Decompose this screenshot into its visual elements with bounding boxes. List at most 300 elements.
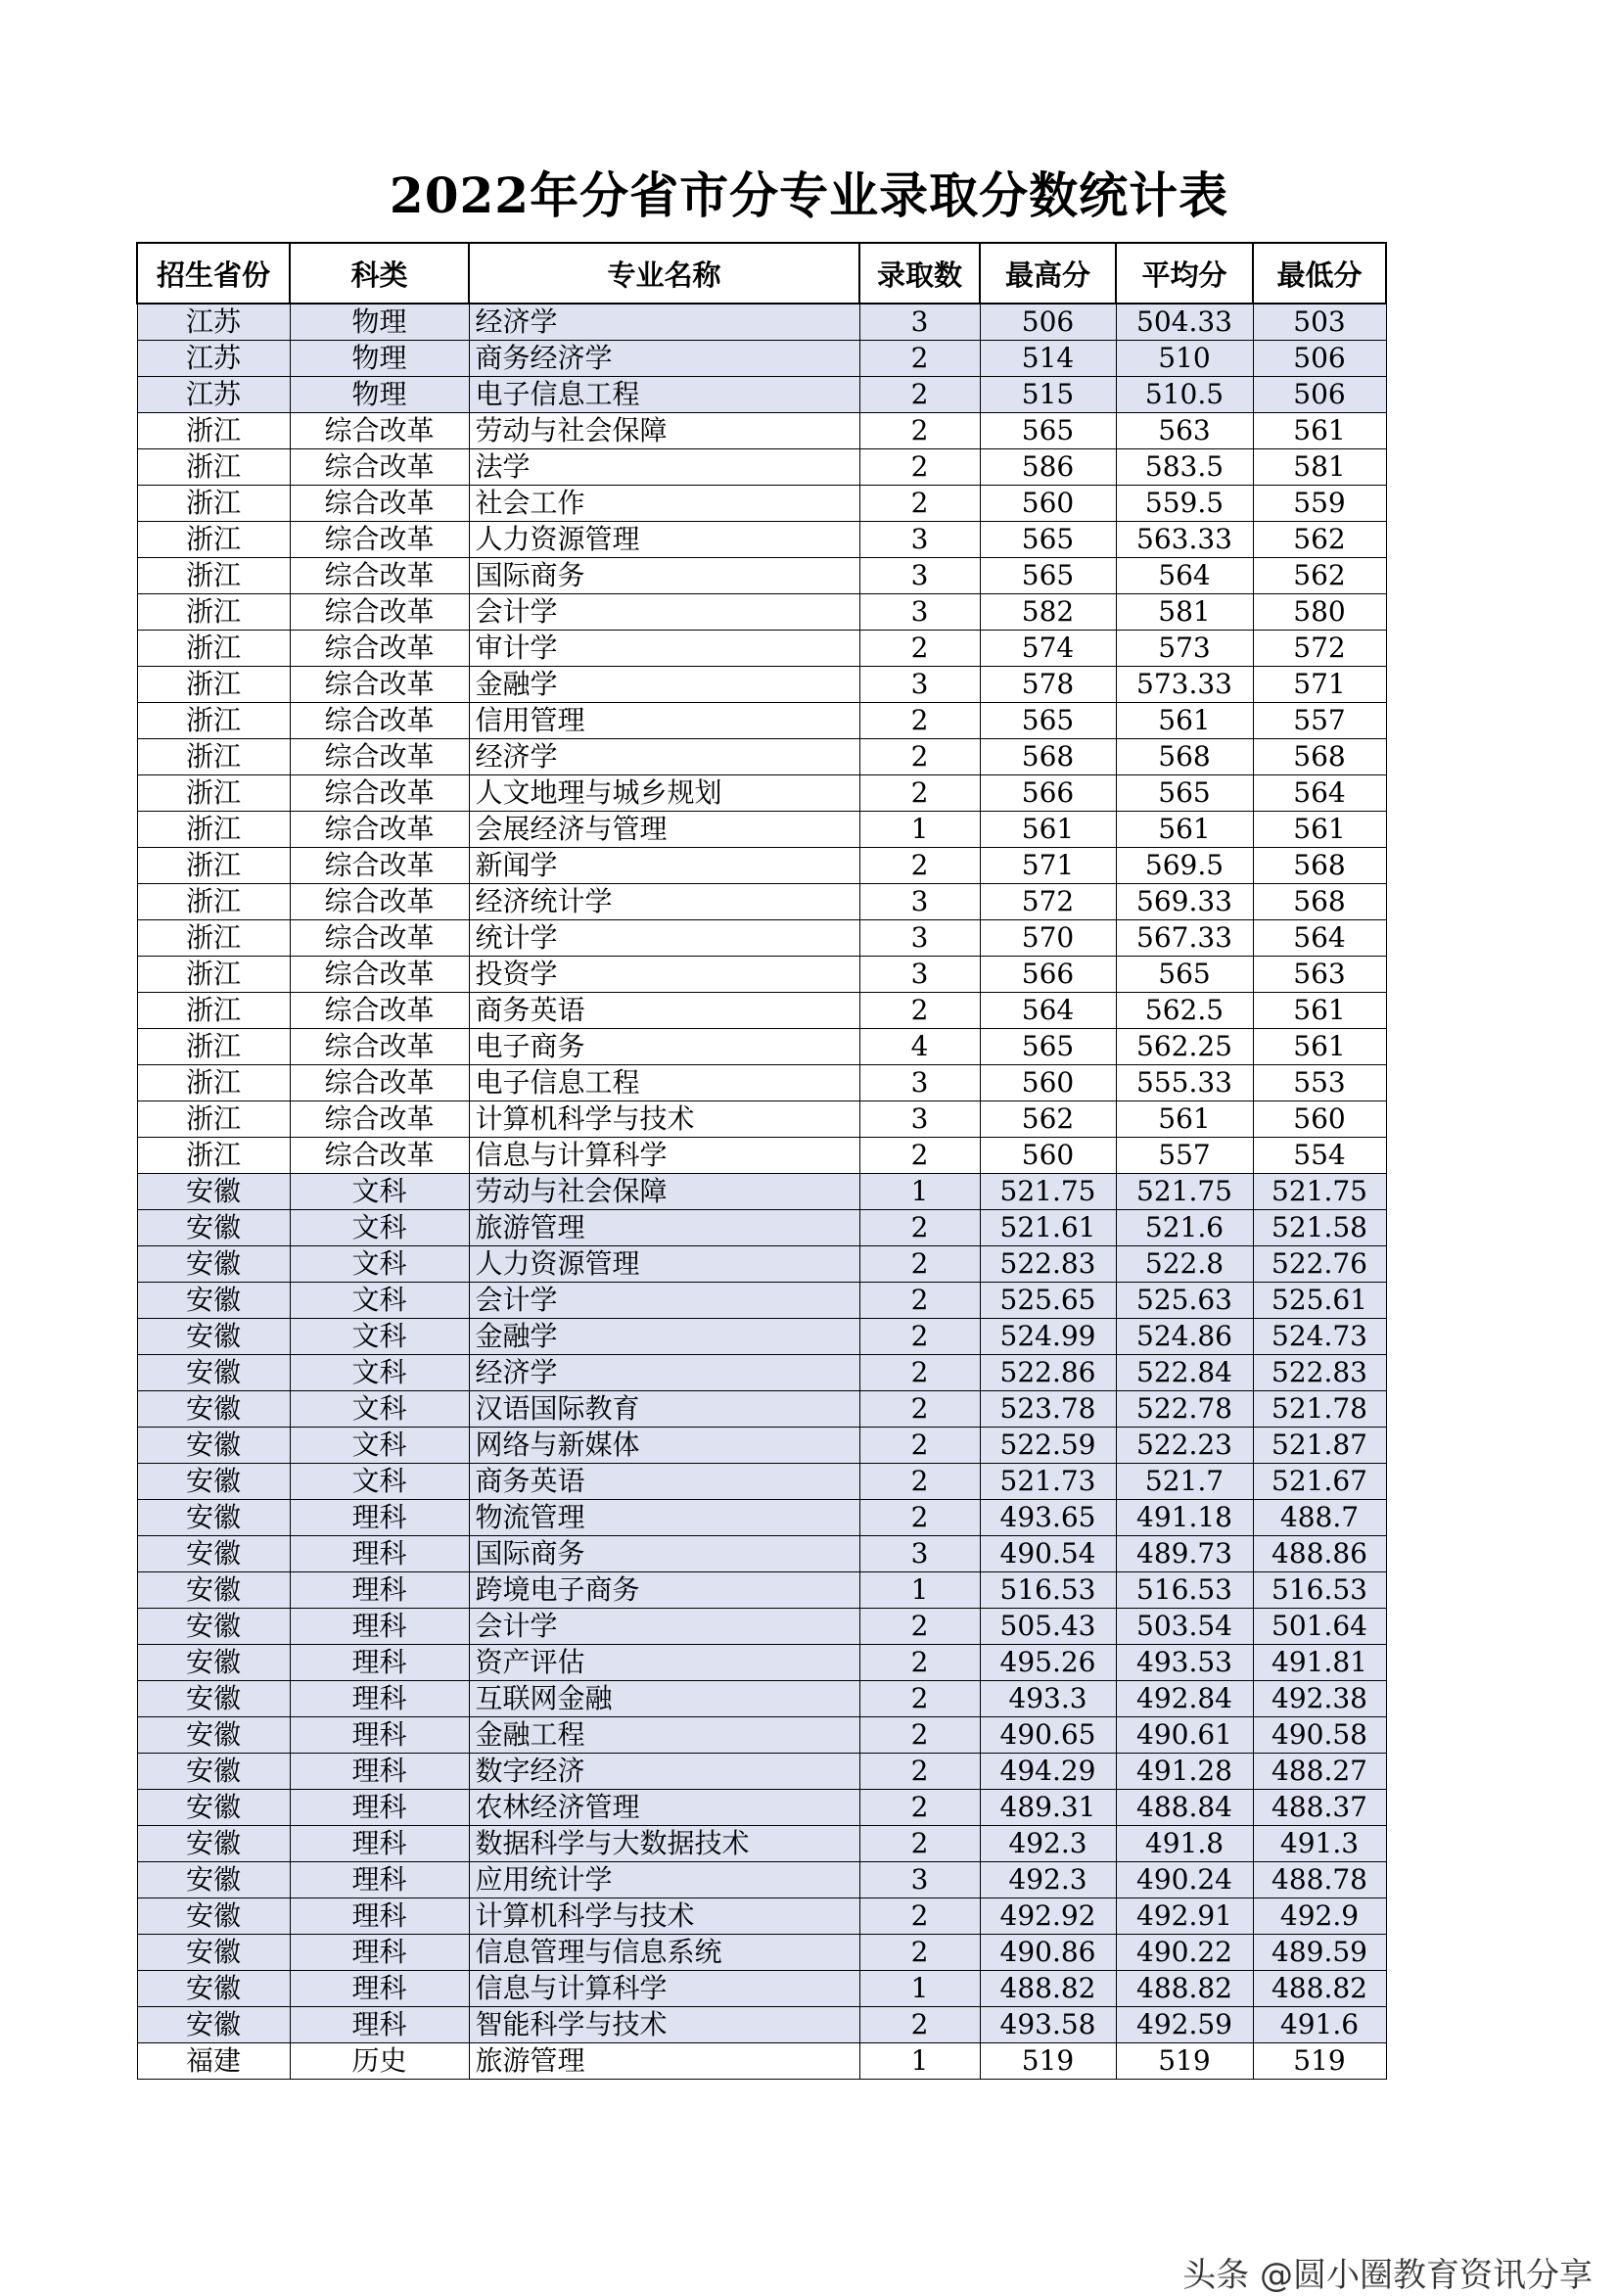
- cell-major: 物流管理: [469, 1500, 859, 1536]
- table-row: [137, 739, 1386, 775]
- cell-major: 农林经济管理: [469, 1790, 859, 1826]
- header-count: 录取数: [859, 243, 980, 304]
- cell-count: 2: [859, 1283, 980, 1319]
- table-row: [137, 1500, 1386, 1536]
- table-row: [137, 1717, 1386, 1754]
- header-avg-score: 平均分: [1116, 243, 1253, 304]
- cell-major: 信息与计算科学: [469, 1971, 859, 2007]
- cell-min-score: 564: [1253, 775, 1386, 812]
- cell-major: 会展经济与管理: [469, 812, 859, 848]
- cell-count: 2: [859, 1138, 980, 1174]
- cell-avg-score: 565: [1116, 775, 1253, 812]
- table-row: [137, 1283, 1386, 1319]
- cell-province: 浙江: [137, 775, 290, 812]
- header-major: 专业名称: [469, 243, 859, 304]
- table-row: [137, 377, 1386, 413]
- table-row: [137, 1971, 1386, 2007]
- cell-avg-score: 521.6: [1116, 1210, 1253, 1246]
- cell-count: 2: [859, 775, 980, 812]
- table-row: [137, 1935, 1386, 1971]
- cell-min-score: 557: [1253, 703, 1386, 739]
- cell-min-score: 506: [1253, 377, 1386, 413]
- cell-major: 经济学: [469, 1355, 859, 1391]
- table-row: [137, 558, 1386, 594]
- cell-category: 综合改革: [290, 993, 469, 1029]
- cell-major: 计算机科学与技术: [469, 1898, 859, 1935]
- cell-major: 劳动与社会保障: [469, 1174, 859, 1210]
- table-row: [137, 884, 1386, 920]
- cell-major: 旅游管理: [469, 1210, 859, 1246]
- cell-major: 电子信息工程: [469, 377, 859, 413]
- cell-min-score: 559: [1253, 486, 1386, 522]
- cell-province: 浙江: [137, 413, 290, 449]
- cell-min-score: 562: [1253, 522, 1386, 558]
- cell-province: 安徽: [137, 1500, 290, 1536]
- admission-score-table: [136, 242, 1387, 2080]
- page-title: 2022年分省市分专业录取分数统计表: [389, 166, 1229, 224]
- cell-max-score: 525.65: [980, 1283, 1116, 1319]
- cell-min-score: 503: [1253, 304, 1386, 341]
- cell-major: 网络与新媒体: [469, 1428, 859, 1464]
- cell-major: 人力资源管理: [469, 1246, 859, 1283]
- cell-max-score: 490.65: [980, 1717, 1116, 1754]
- cell-province: 浙江: [137, 667, 290, 703]
- cell-province: 浙江: [137, 449, 290, 486]
- cell-avg-score: 568: [1116, 739, 1253, 775]
- cell-major: 数字经济: [469, 1754, 859, 1790]
- cell-major: 商务英语: [469, 1464, 859, 1500]
- cell-category: 综合改革: [290, 739, 469, 775]
- cell-avg-score: 522.78: [1116, 1391, 1253, 1428]
- cell-province: 浙江: [137, 848, 290, 884]
- cell-category: 理科: [290, 1935, 469, 1971]
- cell-max-score: 519: [980, 2043, 1116, 2080]
- cell-min-score: 491.6: [1253, 2007, 1386, 2043]
- cell-category: 理科: [290, 1826, 469, 1862]
- cell-min-score: 522.76: [1253, 1246, 1386, 1283]
- cell-count: 3: [859, 304, 980, 341]
- cell-max-score: 492.3: [980, 1862, 1116, 1898]
- cell-category: 文科: [290, 1355, 469, 1391]
- table-row: [137, 1065, 1386, 1101]
- cell-avg-score: 519: [1116, 2043, 1253, 2080]
- cell-major: 金融学: [469, 667, 859, 703]
- cell-max-score: 490.54: [980, 1536, 1116, 1572]
- cell-province: 安徽: [137, 1319, 290, 1355]
- cell-count: 1: [859, 1174, 980, 1210]
- cell-count: 2: [859, 341, 980, 377]
- cell-count: 2: [859, 1246, 980, 1283]
- cell-max-score: 522.86: [980, 1355, 1116, 1391]
- cell-avg-score: 583.5: [1116, 449, 1253, 486]
- header-category: 科类: [290, 243, 469, 304]
- cell-min-score: 580: [1253, 594, 1386, 631]
- cell-avg-score: 489.73: [1116, 1536, 1253, 1572]
- cell-max-score: 565: [980, 1029, 1116, 1065]
- table-row: [137, 1862, 1386, 1898]
- cell-max-score: 560: [980, 1065, 1116, 1101]
- cell-category: 文科: [290, 1174, 469, 1210]
- cell-max-score: 565: [980, 522, 1116, 558]
- cell-max-score: 523.78: [980, 1391, 1116, 1428]
- cell-province: 安徽: [137, 2007, 290, 2043]
- cell-min-score: 521.87: [1253, 1428, 1386, 1464]
- cell-max-score: 492.3: [980, 1826, 1116, 1862]
- cell-avg-score: 491.8: [1116, 1826, 1253, 1862]
- table-row: [137, 486, 1386, 522]
- cell-max-score: 565: [980, 703, 1116, 739]
- header-max-score: 最高分: [980, 243, 1116, 304]
- cell-category: 综合改革: [290, 594, 469, 631]
- cell-min-score: 568: [1253, 739, 1386, 775]
- cell-major: 数据科学与大数据技术: [469, 1826, 859, 1862]
- cell-category: 文科: [290, 1319, 469, 1355]
- cell-category: 综合改革: [290, 957, 469, 993]
- cell-count: 2: [859, 631, 980, 667]
- cell-max-score: 566: [980, 775, 1116, 812]
- cell-major: 社会工作: [469, 486, 859, 522]
- table-row: [137, 957, 1386, 993]
- cell-min-score: 488.27: [1253, 1754, 1386, 1790]
- cell-count: 2: [859, 1754, 980, 1790]
- cell-category: 综合改革: [290, 486, 469, 522]
- cell-avg-score: 522.84: [1116, 1355, 1253, 1391]
- cell-count: 2: [859, 1681, 980, 1717]
- cell-major: 电子信息工程: [469, 1065, 859, 1101]
- cell-avg-score: 525.63: [1116, 1283, 1253, 1319]
- cell-province: 浙江: [137, 739, 290, 775]
- cell-count: 2: [859, 1391, 980, 1428]
- cell-category: 理科: [290, 1898, 469, 1935]
- cell-max-score: 586: [980, 449, 1116, 486]
- cell-major: 国际商务: [469, 558, 859, 594]
- cell-major: 商务英语: [469, 993, 859, 1029]
- cell-category: 理科: [290, 1645, 469, 1681]
- cell-major: 会计学: [469, 594, 859, 631]
- cell-avg-score: 504.33: [1116, 304, 1253, 341]
- cell-major: 跨境电子商务: [469, 1572, 859, 1609]
- cell-major: 电子商务: [469, 1029, 859, 1065]
- cell-major: 旅游管理: [469, 2043, 859, 2080]
- cell-province: 安徽: [137, 1862, 290, 1898]
- cell-avg-score: 491.28: [1116, 1754, 1253, 1790]
- table-row: [137, 1210, 1386, 1246]
- cell-avg-score: 490.22: [1116, 1935, 1253, 1971]
- table-row: [137, 1101, 1386, 1138]
- cell-province: 安徽: [137, 1246, 290, 1283]
- cell-avg-score: 555.33: [1116, 1065, 1253, 1101]
- cell-category: 理科: [290, 1536, 469, 1572]
- cell-min-score: 488.37: [1253, 1790, 1386, 1826]
- cell-max-score: 522.59: [980, 1428, 1116, 1464]
- cell-major: 劳动与社会保障: [469, 413, 859, 449]
- cell-avg-score: 493.53: [1116, 1645, 1253, 1681]
- cell-max-score: 524.99: [980, 1319, 1116, 1355]
- cell-max-score: 565: [980, 413, 1116, 449]
- table-row: [137, 1174, 1386, 1210]
- table-row: [137, 1355, 1386, 1391]
- table-row: [137, 1464, 1386, 1500]
- cell-major: 信用管理: [469, 703, 859, 739]
- cell-max-score: 578: [980, 667, 1116, 703]
- table-row: [137, 1754, 1386, 1790]
- cell-province: 浙江: [137, 1101, 290, 1138]
- cell-category: 理科: [290, 1681, 469, 1717]
- table-row: [137, 1536, 1386, 1572]
- cell-min-score: 506: [1253, 341, 1386, 377]
- cell-max-score: 521.61: [980, 1210, 1116, 1246]
- cell-count: 4: [859, 1029, 980, 1065]
- header-min-score: 最低分: [1253, 243, 1386, 304]
- cell-province: 浙江: [137, 884, 290, 920]
- cell-avg-score: 573: [1116, 631, 1253, 667]
- cell-max-score: 521.73: [980, 1464, 1116, 1500]
- cell-avg-score: 569.5: [1116, 848, 1253, 884]
- cell-max-score: 564: [980, 993, 1116, 1029]
- cell-province: 浙江: [137, 558, 290, 594]
- cell-max-score: 522.83: [980, 1246, 1116, 1283]
- cell-min-score: 564: [1253, 920, 1386, 957]
- table-row: [137, 920, 1386, 957]
- table-row: [137, 1898, 1386, 1935]
- cell-max-score: 560: [980, 486, 1116, 522]
- cell-count: 3: [859, 1536, 980, 1572]
- cell-count: 3: [859, 558, 980, 594]
- table-row: [137, 993, 1386, 1029]
- cell-category: 综合改革: [290, 812, 469, 848]
- cell-major: 投资学: [469, 957, 859, 993]
- cell-max-score: 571: [980, 848, 1116, 884]
- cell-category: 综合改革: [290, 558, 469, 594]
- watermark: 头条 @圆小圈教育资讯分享: [1182, 2256, 1593, 2295]
- cell-max-score: 572: [980, 884, 1116, 920]
- cell-avg-score: 490.24: [1116, 1862, 1253, 1898]
- cell-category: 文科: [290, 1428, 469, 1464]
- cell-major: 审计学: [469, 631, 859, 667]
- cell-province: 江苏: [137, 377, 290, 413]
- cell-count: 2: [859, 413, 980, 449]
- cell-count: 3: [859, 920, 980, 957]
- table-row: [137, 304, 1386, 341]
- cell-count: 2: [859, 848, 980, 884]
- cell-count: 2: [859, 1500, 980, 1536]
- cell-province: 安徽: [137, 1717, 290, 1754]
- table-row: [137, 1246, 1386, 1283]
- cell-category: 文科: [290, 1246, 469, 1283]
- cell-avg-score: 524.86: [1116, 1319, 1253, 1355]
- cell-category: 理科: [290, 1754, 469, 1790]
- cell-count: 3: [859, 957, 980, 993]
- cell-major: 应用统计学: [469, 1862, 859, 1898]
- cell-min-score: 519: [1253, 2043, 1386, 2080]
- cell-avg-score: 581: [1116, 594, 1253, 631]
- cell-category: 综合改革: [290, 522, 469, 558]
- cell-province: 安徽: [137, 1174, 290, 1210]
- cell-count: 3: [859, 667, 980, 703]
- cell-count: 2: [859, 1826, 980, 1862]
- cell-count: 2: [859, 449, 980, 486]
- cell-major: 人文地理与城乡规划: [469, 775, 859, 812]
- cell-min-score: 581: [1253, 449, 1386, 486]
- cell-count: 1: [859, 2043, 980, 2080]
- cell-category: 综合改革: [290, 848, 469, 884]
- table-row: [137, 1138, 1386, 1174]
- cell-max-score: 495.26: [980, 1645, 1116, 1681]
- cell-count: 2: [859, 1645, 980, 1681]
- cell-province: 浙江: [137, 522, 290, 558]
- cell-min-score: 562: [1253, 558, 1386, 594]
- cell-category: 理科: [290, 1500, 469, 1536]
- cell-category: 理科: [290, 1971, 469, 2007]
- cell-province: 安徽: [137, 1790, 290, 1826]
- cell-category: 理科: [290, 1609, 469, 1645]
- cell-major: 计算机科学与技术: [469, 1101, 859, 1138]
- cell-count: 1: [859, 1572, 980, 1609]
- cell-avg-score: 562.25: [1116, 1029, 1253, 1065]
- cell-major: 经济学: [469, 304, 859, 341]
- cell-max-score: 566: [980, 957, 1116, 993]
- cell-count: 2: [859, 1717, 980, 1754]
- cell-count: 2: [859, 1355, 980, 1391]
- cell-count: 2: [859, 1319, 980, 1355]
- cell-category: 综合改革: [290, 1029, 469, 1065]
- cell-province: 浙江: [137, 703, 290, 739]
- cell-count: 2: [859, 1790, 980, 1826]
- cell-min-score: 561: [1253, 413, 1386, 449]
- cell-max-score: 562: [980, 1101, 1116, 1138]
- cell-major: 经济学: [469, 739, 859, 775]
- cell-min-score: 516.53: [1253, 1572, 1386, 1609]
- cell-avg-score: 559.5: [1116, 486, 1253, 522]
- cell-category: 综合改革: [290, 449, 469, 486]
- cell-category: 历史: [290, 2043, 469, 2080]
- cell-min-score: 561: [1253, 812, 1386, 848]
- cell-major: 信息与计算科学: [469, 1138, 859, 1174]
- table-row: [137, 1572, 1386, 1609]
- cell-province: 安徽: [137, 1609, 290, 1645]
- cell-category: 综合改革: [290, 1065, 469, 1101]
- cell-count: 3: [859, 594, 980, 631]
- cell-avg-score: 521.75: [1116, 1174, 1253, 1210]
- table-row: [137, 1609, 1386, 1645]
- cell-province: 浙江: [137, 594, 290, 631]
- cell-min-score: 521.58: [1253, 1210, 1386, 1246]
- cell-min-score: 525.61: [1253, 1283, 1386, 1319]
- cell-major: 智能科学与技术: [469, 2007, 859, 2043]
- cell-min-score: 561: [1253, 1029, 1386, 1065]
- cell-province: 江苏: [137, 304, 290, 341]
- cell-count: 3: [859, 884, 980, 920]
- cell-province: 安徽: [137, 1391, 290, 1428]
- cell-major: 统计学: [469, 920, 859, 957]
- cell-avg-score: 522.8: [1116, 1246, 1253, 1283]
- table-row: [137, 1645, 1386, 1681]
- table-row: [137, 631, 1386, 667]
- cell-min-score: 488.82: [1253, 1971, 1386, 2007]
- cell-province: 浙江: [137, 631, 290, 667]
- cell-category: 文科: [290, 1464, 469, 1500]
- cell-major: 经济统计学: [469, 884, 859, 920]
- cell-province: 浙江: [137, 486, 290, 522]
- cell-min-score: 489.59: [1253, 1935, 1386, 1971]
- cell-count: 2: [859, 2007, 980, 2043]
- table-row: [137, 667, 1386, 703]
- cell-count: 1: [859, 1971, 980, 2007]
- cell-max-score: 560: [980, 1138, 1116, 1174]
- cell-min-score: 521.67: [1253, 1464, 1386, 1500]
- cell-category: 综合改革: [290, 775, 469, 812]
- cell-avg-score: 565: [1116, 957, 1253, 993]
- cell-category: 综合改革: [290, 1101, 469, 1138]
- cell-category: 理科: [290, 1572, 469, 1609]
- cell-major: 金融工程: [469, 1717, 859, 1754]
- cell-major: 会计学: [469, 1283, 859, 1319]
- cell-province: 浙江: [137, 1029, 290, 1065]
- cell-count: 3: [859, 1862, 980, 1898]
- cell-province: 江苏: [137, 341, 290, 377]
- cell-category: 理科: [290, 1862, 469, 1898]
- cell-count: 1: [859, 812, 980, 848]
- cell-category: 综合改革: [290, 667, 469, 703]
- cell-major: 人力资源管理: [469, 522, 859, 558]
- cell-min-score: 560: [1253, 1101, 1386, 1138]
- cell-min-score: 521.78: [1253, 1391, 1386, 1428]
- table-row: [137, 1790, 1386, 1826]
- cell-avg-score: 491.18: [1116, 1500, 1253, 1536]
- table-header-row: [137, 243, 1386, 304]
- cell-province: 浙江: [137, 812, 290, 848]
- cell-major: 法学: [469, 449, 859, 486]
- cell-province: 安徽: [137, 1464, 290, 1500]
- cell-avg-score: 563: [1116, 413, 1253, 449]
- cell-min-score: 501.64: [1253, 1609, 1386, 1645]
- cell-avg-score: 562.5: [1116, 993, 1253, 1029]
- cell-category: 文科: [290, 1391, 469, 1428]
- table-row: [137, 341, 1386, 377]
- cell-category: 综合改革: [290, 884, 469, 920]
- cell-max-score: 505.43: [980, 1609, 1116, 1645]
- cell-min-score: 492.38: [1253, 1681, 1386, 1717]
- cell-min-score: 488.7: [1253, 1500, 1386, 1536]
- table-row: [137, 522, 1386, 558]
- cell-min-score: 522.83: [1253, 1355, 1386, 1391]
- cell-province: 安徽: [137, 1283, 290, 1319]
- cell-avg-score: 503.54: [1116, 1609, 1253, 1645]
- cell-max-score: 570: [980, 920, 1116, 957]
- cell-avg-score: 510.5: [1116, 377, 1253, 413]
- table-row: [137, 449, 1386, 486]
- cell-major: 互联网金融: [469, 1681, 859, 1717]
- cell-avg-score: 567.33: [1116, 920, 1253, 957]
- table-row: [137, 1319, 1386, 1355]
- cell-min-score: 572: [1253, 631, 1386, 667]
- cell-count: 2: [859, 1428, 980, 1464]
- cell-count: 2: [859, 1464, 980, 1500]
- cell-category: 文科: [290, 1210, 469, 1246]
- cell-province: 浙江: [137, 957, 290, 993]
- cell-avg-score: 563.33: [1116, 522, 1253, 558]
- cell-province: 安徽: [137, 1210, 290, 1246]
- cell-count: 3: [859, 522, 980, 558]
- cell-category: 物理: [290, 341, 469, 377]
- cell-province: 浙江: [137, 1065, 290, 1101]
- cell-province: 浙江: [137, 920, 290, 957]
- cell-category: 综合改革: [290, 703, 469, 739]
- cell-max-score: 521.75: [980, 1174, 1116, 1210]
- cell-avg-score: 569.33: [1116, 884, 1253, 920]
- cell-min-score: 563: [1253, 957, 1386, 993]
- cell-max-score: 493.58: [980, 2007, 1116, 2043]
